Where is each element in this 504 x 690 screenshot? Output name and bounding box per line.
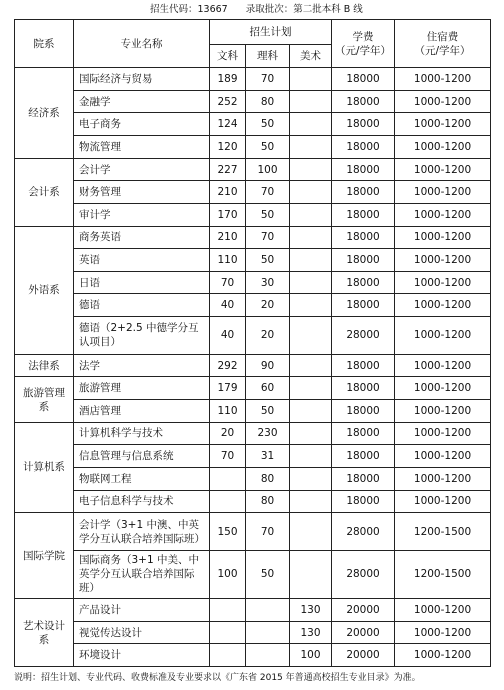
dorm-fee: 1000-1200	[395, 294, 491, 317]
tuition-fee: 18000	[332, 354, 395, 377]
dorm-fee: 1000-1200	[395, 599, 491, 622]
table-row	[15, 113, 491, 136]
header-major: 专业名称	[74, 20, 210, 68]
dorm-fee: 1000-1200	[395, 226, 491, 249]
dorm-fee: 1000-1200	[395, 68, 491, 91]
plan-science-count: 70	[246, 181, 290, 204]
plan-science-count: 90	[246, 354, 290, 377]
dorm-fee: 1000-1200	[395, 490, 491, 513]
tuition-fee: 28000	[332, 550, 395, 598]
plan-science-count: 230	[246, 422, 290, 445]
tuition-fee: 18000	[332, 203, 395, 226]
plan-science-count: 50	[246, 113, 290, 136]
dorm-fee: 1000-1200	[395, 181, 491, 204]
footnote: 说明：招生计划、专业代码、收费标准及专业要求以《广东省 2015 年普通高校招生专业目录》为准。	[14, 673, 421, 683]
tuition-fee: 18000	[332, 249, 395, 272]
header-plan-arts: 文科	[210, 45, 246, 68]
tuition-fee: 20000	[332, 621, 395, 644]
plan-science-count: 30	[246, 271, 290, 294]
table-row	[15, 354, 491, 377]
table-row	[15, 490, 491, 513]
tuition-fee: 18000	[332, 226, 395, 249]
plan-fine-arts-count	[290, 400, 332, 423]
major-name: 旅游管理	[74, 377, 210, 400]
table-header-row-1	[15, 20, 491, 45]
major-name: 金融学	[74, 90, 210, 113]
plan-arts-count: 189	[210, 68, 246, 91]
plan-arts-count	[210, 621, 246, 644]
dorm-fee: 1200-1500	[395, 550, 491, 598]
plan-arts-count: 40	[210, 294, 246, 317]
header-plan-fine-arts: 美术	[290, 45, 332, 68]
dorm-fee: 1000-1200	[395, 249, 491, 272]
dorm-fee: 1200-1500	[395, 513, 491, 551]
plan-science-count: 31	[246, 445, 290, 468]
dorm-fee: 1000-1200	[395, 90, 491, 113]
plan-fine-arts-count: 100	[290, 644, 332, 667]
header-enrollment-plan: 招生计划	[210, 20, 332, 45]
plan-arts-count: 110	[210, 249, 246, 272]
plan-fine-arts-count: 130	[290, 621, 332, 644]
tuition-fee: 18000	[332, 90, 395, 113]
plan-arts-count: 20	[210, 422, 246, 445]
plan-arts-count: 100	[210, 550, 246, 598]
tuition-fee: 28000	[332, 317, 395, 355]
plan-arts-count: 170	[210, 203, 246, 226]
major-name: 信息管理与信息系统	[74, 445, 210, 468]
major-name: 国际商务（3+1 中美、中英学分互认联合培养国际班）	[74, 550, 210, 598]
major-name: 财务管理	[74, 181, 210, 204]
department-name: 法律系	[15, 354, 74, 377]
dorm-fee: 1000-1200	[395, 317, 491, 355]
major-name: 会计学	[74, 158, 210, 181]
plan-fine-arts-count	[290, 226, 332, 249]
tuition-fee: 18000	[332, 158, 395, 181]
enrollment-code: 招生代码：13667	[150, 4, 228, 15]
plan-arts-count: 40	[210, 317, 246, 355]
table-row	[15, 317, 491, 355]
department-name: 外语系	[15, 226, 74, 354]
dorm-fee: 1000-1200	[395, 400, 491, 423]
tuition-fee: 18000	[332, 113, 395, 136]
table-row	[15, 377, 491, 400]
header-department: 院系	[15, 20, 74, 68]
major-name: 产品设计	[74, 599, 210, 622]
plan-fine-arts-count	[290, 271, 332, 294]
plan-science-count: 20	[246, 317, 290, 355]
plan-science-count	[246, 599, 290, 622]
plan-fine-arts-count	[290, 203, 332, 226]
plan-fine-arts-count	[290, 294, 332, 317]
dorm-fee: 1000-1200	[395, 644, 491, 667]
plan-fine-arts-count	[290, 68, 332, 91]
plan-science-count: 50	[246, 203, 290, 226]
dorm-fee: 1000-1200	[395, 377, 491, 400]
department-name: 计算机系	[15, 422, 74, 513]
department-name: 国际学院	[15, 513, 74, 599]
plan-fine-arts-count	[290, 181, 332, 204]
tuition-fee: 18000	[332, 400, 395, 423]
plan-arts-count: 227	[210, 158, 246, 181]
table-row	[15, 621, 491, 644]
admission-batch: 录取批次：第二批本科 B 线	[245, 4, 363, 15]
dorm-fee: 1000-1200	[395, 158, 491, 181]
plan-fine-arts-count	[290, 467, 332, 490]
plan-science-count: 20	[246, 294, 290, 317]
plan-science-count: 70	[246, 513, 290, 551]
plan-fine-arts-count: 130	[290, 599, 332, 622]
plan-arts-count: 110	[210, 400, 246, 423]
dorm-fee: 1000-1200	[395, 271, 491, 294]
dorm-fee: 1000-1200	[395, 113, 491, 136]
plan-fine-arts-count	[290, 377, 332, 400]
major-name: 日语	[74, 271, 210, 294]
plan-arts-count	[210, 490, 246, 513]
header-tuition: 学费 （元/学年）	[332, 20, 395, 68]
tuition-fee: 20000	[332, 644, 395, 667]
table-row	[15, 445, 491, 468]
header-plan-science: 理科	[246, 45, 290, 68]
tuition-fee: 18000	[332, 181, 395, 204]
plan-fine-arts-count	[290, 317, 332, 355]
dorm-fee: 1000-1200	[395, 621, 491, 644]
table-row	[15, 513, 491, 551]
tuition-fee: 18000	[332, 271, 395, 294]
table-row	[15, 68, 491, 91]
tuition-fee: 18000	[332, 294, 395, 317]
table-row	[15, 136, 491, 159]
plan-arts-count: 179	[210, 377, 246, 400]
plan-science-count	[246, 621, 290, 644]
plan-arts-count: 70	[210, 271, 246, 294]
plan-science-count: 70	[246, 68, 290, 91]
tuition-fee: 18000	[332, 490, 395, 513]
plan-arts-count	[210, 644, 246, 667]
plan-fine-arts-count	[290, 136, 332, 159]
major-name: 商务英语	[74, 226, 210, 249]
plan-fine-arts-count	[290, 513, 332, 551]
plan-fine-arts-count	[290, 249, 332, 272]
major-name: 物流管理	[74, 136, 210, 159]
plan-science-count: 50	[246, 550, 290, 598]
table-row	[15, 644, 491, 667]
major-name: 英语	[74, 249, 210, 272]
major-name: 德语	[74, 294, 210, 317]
major-name: 会计学（3+1 中澳、中英学分互认联合培养国际班）	[74, 513, 210, 551]
plan-science-count: 50	[246, 249, 290, 272]
table-row	[15, 422, 491, 445]
plan-arts-count: 70	[210, 445, 246, 468]
table-row	[15, 158, 491, 181]
table-row	[15, 271, 491, 294]
plan-arts-count: 210	[210, 226, 246, 249]
dorm-fee: 1000-1200	[395, 422, 491, 445]
dorm-fee: 1000-1200	[395, 467, 491, 490]
dorm-fee: 1000-1200	[395, 203, 491, 226]
major-name: 电子信息科学与技术	[74, 490, 210, 513]
table-row	[15, 400, 491, 423]
dorm-fee: 1000-1200	[395, 445, 491, 468]
plan-fine-arts-count	[290, 354, 332, 377]
major-name: 德语（2+2.5 中德学分互认项目）	[74, 317, 210, 355]
plan-fine-arts-count	[290, 490, 332, 513]
plan-fine-arts-count	[290, 158, 332, 181]
table-row	[15, 467, 491, 490]
admission-plan-table	[14, 19, 491, 667]
plan-science-count: 50	[246, 400, 290, 423]
plan-fine-arts-count	[290, 113, 332, 136]
plan-science-count: 80	[246, 467, 290, 490]
plan-arts-count: 210	[210, 181, 246, 204]
department-name: 经济系	[15, 68, 74, 159]
tuition-fee: 18000	[332, 68, 395, 91]
tuition-fee: 18000	[332, 467, 395, 490]
plan-science-count: 100	[246, 158, 290, 181]
plan-fine-arts-count	[290, 90, 332, 113]
plan-science-count: 60	[246, 377, 290, 400]
plan-arts-count: 120	[210, 136, 246, 159]
major-name: 物联网工程	[74, 467, 210, 490]
plan-arts-count: 292	[210, 354, 246, 377]
plan-science-count: 50	[246, 136, 290, 159]
tuition-fee: 28000	[332, 513, 395, 551]
plan-arts-count: 252	[210, 90, 246, 113]
major-name: 计算机科学与技术	[74, 422, 210, 445]
table-row	[15, 294, 491, 317]
tuition-fee: 18000	[332, 377, 395, 400]
dorm-fee: 1000-1200	[395, 354, 491, 377]
table-row	[15, 181, 491, 204]
plan-arts-count: 124	[210, 113, 246, 136]
plan-science-count: 80	[246, 90, 290, 113]
plan-arts-count	[210, 467, 246, 490]
header-dorm-fee: 住宿费 （元/学年）	[395, 20, 491, 68]
major-name: 酒店管理	[74, 400, 210, 423]
admission-header	[150, 3, 450, 17]
department-name: 会计系	[15, 158, 74, 226]
department-name: 艺术设计系	[15, 599, 74, 667]
plan-fine-arts-count	[290, 445, 332, 468]
plan-fine-arts-count	[290, 422, 332, 445]
plan-science-count	[246, 644, 290, 667]
tuition-fee: 18000	[332, 422, 395, 445]
plan-fine-arts-count	[290, 550, 332, 598]
department-name: 旅游管理系	[15, 377, 74, 422]
plan-arts-count: 150	[210, 513, 246, 551]
major-name: 法学	[74, 354, 210, 377]
table-row	[15, 203, 491, 226]
table-row	[15, 249, 491, 272]
plan-science-count: 80	[246, 490, 290, 513]
major-name: 国际经济与贸易	[74, 68, 210, 91]
table-row	[15, 550, 491, 598]
table-row	[15, 90, 491, 113]
major-name: 审计学	[74, 203, 210, 226]
plan-arts-count	[210, 599, 246, 622]
table-row	[15, 599, 491, 622]
tuition-fee: 20000	[332, 599, 395, 622]
major-name: 电子商务	[74, 113, 210, 136]
tuition-fee: 18000	[332, 445, 395, 468]
table-row	[15, 226, 491, 249]
dorm-fee: 1000-1200	[395, 136, 491, 159]
major-name: 环境设计	[74, 644, 210, 667]
plan-science-count: 70	[246, 226, 290, 249]
major-name: 视觉传达设计	[74, 621, 210, 644]
tuition-fee: 18000	[332, 136, 395, 159]
